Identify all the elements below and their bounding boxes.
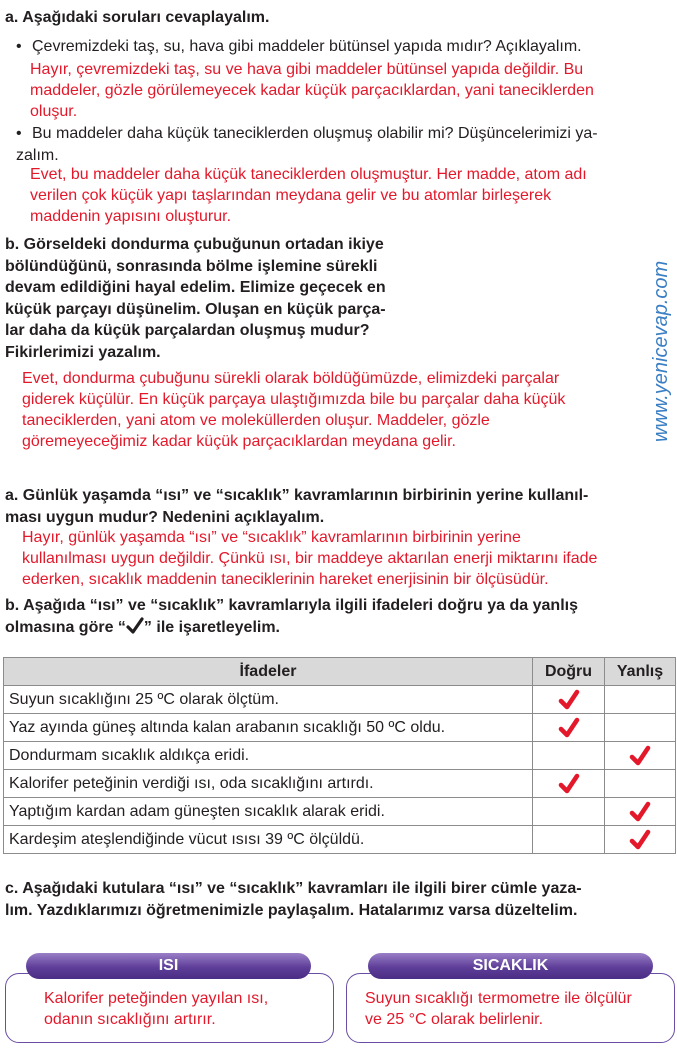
answer-line: maddenin yapısını oluşturur.: [30, 208, 232, 225]
table-header-row: [4, 658, 676, 686]
header-false: Yanlış: [605, 658, 676, 686]
true-cell: [533, 714, 605, 742]
check-mark: [533, 773, 604, 795]
statement-cell: Kalorifer peteğinin verdiği ısı, oda sıcaklığını artırdı.: [4, 770, 533, 798]
answer-line: verilen çok küçük yapı taşlarından meydana gelir ve bu atomlar birleşerek: [30, 187, 552, 204]
answer-line: Evet, bu maddeler daha küçük taneciklerden oluşmuştur. Her madde, atom adı: [30, 166, 587, 183]
bullet-question-2: [16, 123, 671, 166]
question-line: c. Aşağıdaki kutulara “ısı” ve “sıcaklık” kavramları ile ilgili birer cümle yaza-: [5, 880, 582, 897]
answer-line: Evet, dondurma çubuğunu sürekli olarak böldüğümüzde, elimizdeki parçalar: [22, 370, 560, 387]
header-true: Doğru: [533, 658, 605, 686]
answer-line: odanın sıcaklığını artırır.: [44, 1011, 216, 1028]
question-text: olmasına göre “: [5, 618, 126, 636]
true-cell: [533, 742, 605, 770]
answer-line: Hayır, çevremizdeki taş, su ve hava gibi maddeler bütünsel yapıda değildir. Bu: [30, 61, 584, 78]
watermark: [640, 218, 677, 444]
section2-part-a-question: [5, 485, 675, 528]
question-line: küçük parçayı düşünelim. Oluşan en küçük parça-: [5, 300, 386, 318]
bullet-dot-icon: •: [16, 38, 22, 55]
red-check-icon: [629, 745, 651, 767]
answer-line: Hayır, günlük yaşamda “ısı” ve “sıcaklık” kavramlarının birbirinin yerine: [22, 529, 521, 546]
bullet1-question-text: Çevremizdeki taş, su, hava gibi maddeler bütünsel yapıda mıdır? Açıklayalım.: [32, 38, 582, 55]
isi-label-pill: ISI: [26, 953, 311, 979]
part-b-answer: [22, 368, 565, 452]
table-row: [4, 826, 676, 854]
question-line: ması uygun mudur? Nedenini açıklayalım.: [5, 508, 325, 526]
statement-cell: Dondurmam sıcaklık aldıkça eridi.: [4, 742, 533, 770]
question-line: [5, 617, 675, 639]
table-row: [4, 714, 676, 742]
question-line: lar daha da küçük parçalardan oluşmuş mudur?: [5, 322, 370, 339]
bullet2-answer: [30, 164, 587, 227]
check-mark: [605, 801, 675, 823]
question-line: Bu maddeler daha küçük taneciklerden oluşmuş olabilir mi? Düşüncelerimizi ya-: [32, 125, 598, 142]
sicaklik-answer-box: [346, 973, 675, 1043]
true-cell: [533, 686, 605, 714]
answer-line: Suyun sıcaklığı termometre ile ölçülür: [365, 990, 632, 1007]
true-cell: [533, 770, 605, 798]
red-check-icon: [629, 801, 651, 823]
bullet1-answer: [30, 59, 594, 122]
table-row: [4, 798, 676, 826]
answer-line: oluşur.: [30, 103, 78, 120]
true-cell: [533, 798, 605, 826]
sicaklik-answer-text: [365, 988, 632, 1030]
header-statements: İfadeler: [4, 658, 533, 686]
question-text: ” ile işaretleyelim.: [143, 618, 280, 636]
answer-line: taneciklerden, yani atom ve moleküllerden oluşur. Maddeler, gözle: [22, 412, 490, 429]
question-line: b. Görseldeki dondurma çubuğunun ortadan ikiye: [5, 236, 384, 253]
false-cell: [605, 686, 676, 714]
section2-part-b-question: [5, 595, 675, 638]
bullet-question-1: [16, 36, 671, 58]
checkmark-icon: [126, 617, 144, 635]
question-line: zalım.: [16, 146, 59, 164]
statements-table: [3, 657, 676, 854]
answer-line: maddeler, gözle görülemeyecek kadar küçük parçacıklardan, yani taneciklerden: [30, 82, 594, 99]
table-row: [4, 686, 676, 714]
part-b-question: [5, 234, 445, 363]
section-a-heading: a. Aşağıdaki soruları cevaplayalım.: [5, 9, 270, 26]
question-line: Fikirlerimizi yazalım.: [5, 343, 161, 361]
table-body: [4, 686, 676, 854]
section2-part-c-question: [5, 878, 675, 921]
answer-line: ederken, sıcaklık maddenin taneciklerinin hareket enerjisinin bir ölçüsüdür.: [22, 571, 549, 588]
false-cell: [605, 770, 676, 798]
answer-line: Kalorifer peteğinden yayılan ısı,: [44, 990, 269, 1007]
statement-cell: Suyun sıcaklığını 25 ºC olarak ölçtüm.: [4, 686, 533, 714]
false-cell: [605, 798, 676, 826]
sicaklik-label-pill: SICAKLIK: [368, 953, 653, 979]
section2-part-a-answer: [22, 527, 597, 590]
statement-cell: Yaz ayında güneş altında kalan arabanın sıcaklığı 50 ºC oldu.: [4, 714, 533, 742]
watermark-text: www.yenicevap.com: [650, 260, 672, 442]
isi-answer-text: [44, 988, 268, 1030]
question-line: a. Günlük yaşamda “ısı” ve “sıcaklık” kavramlarının birbirinin yerine kullanıl-: [5, 487, 589, 504]
bullet-dot-icon: •: [16, 125, 22, 142]
answer-line: ve 25 °C olarak belirlenir.: [365, 1011, 544, 1028]
check-mark: [605, 829, 675, 851]
false-cell: [605, 742, 676, 770]
check-mark: [605, 745, 675, 767]
question-line: lım. Yazdıklarımızı öğretmenimizle paylaşalım. Hatalarımız varsa düzeltelim.: [5, 901, 578, 919]
question-line: bölündüğünü, sonrasında bölme işlemine sürekli: [5, 257, 378, 275]
check-mark: [533, 689, 604, 711]
check-mark: [533, 717, 604, 739]
red-check-icon: [558, 689, 580, 711]
question-line: devam edildiğini hayal edelim. Elimize geçecek en: [5, 279, 386, 296]
answer-line: kullanılması uygun değildir. Çünkü ısı, bir maddeye aktarılan enerji miktarını ifade: [22, 550, 598, 567]
red-check-icon: [558, 717, 580, 739]
red-check-icon: [558, 773, 580, 795]
true-cell: [533, 826, 605, 854]
red-check-icon: [629, 829, 651, 851]
question-line: b. Aşağıda “ısı” ve “sıcaklık” kavramlarıyla ilgili ifadeleri doğru ya da yanlış: [5, 597, 578, 614]
table-row: [4, 742, 676, 770]
statement-cell: Kardeşim ateşlendiğinde vücut ısısı 39 ºC ölçüldü.: [4, 826, 533, 854]
isi-answer-box: [5, 973, 334, 1043]
statement-cell: Yaptığım kardan adam güneşten sıcaklık alarak eridi.: [4, 798, 533, 826]
false-cell: [605, 714, 676, 742]
table-row: [4, 770, 676, 798]
false-cell: [605, 826, 676, 854]
answer-line: göremeyeceğimiz kadar küçük parçacıklardan meydana gelir.: [22, 433, 456, 450]
answer-line: giderek küçülür. En küçük parçaya ulaştığımızda bile bu parçalar daha küçük: [22, 391, 566, 408]
